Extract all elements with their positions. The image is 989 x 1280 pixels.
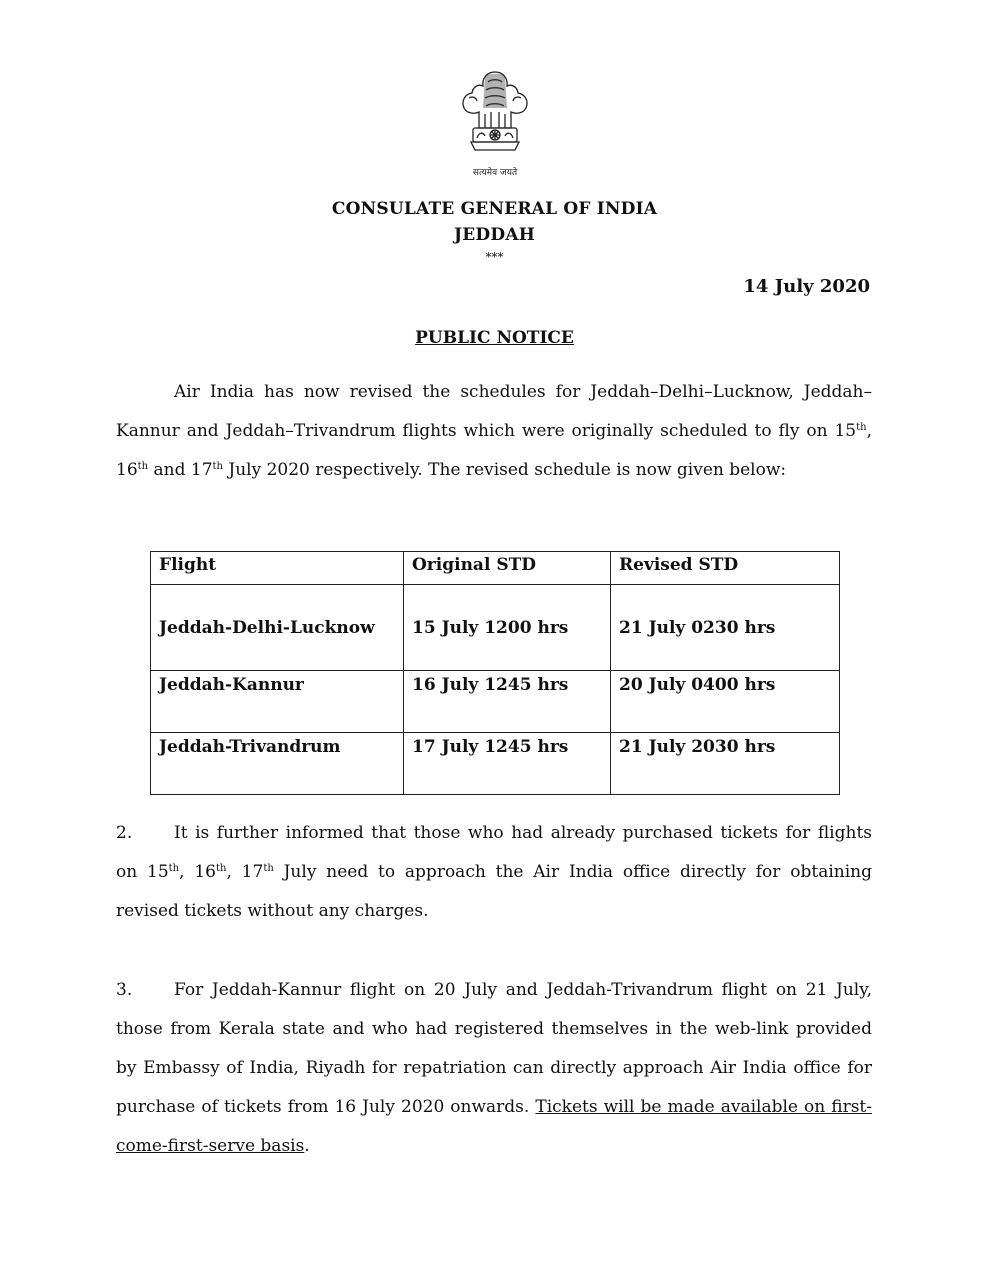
cell-revised-std: 21 July 2030 hrs xyxy=(611,733,840,795)
superscript: th xyxy=(263,863,274,874)
superscript: th xyxy=(212,461,223,472)
text: , 16 xyxy=(179,862,216,882)
cell-original-std: 17 July 1245 hrs xyxy=(404,733,611,795)
notice-title: PUBLIC NOTICE xyxy=(415,328,574,348)
superscript: th xyxy=(137,461,149,472)
cell-flight: Jeddah-Trivandrum xyxy=(151,733,404,795)
emblem-motto: सत्यमेव जयते xyxy=(472,168,518,178)
paragraph-intro xyxy=(116,373,872,490)
text: and 17 xyxy=(148,460,213,480)
state-emblem xyxy=(440,68,550,180)
cell-revised-std: 21 July 0230 hrs xyxy=(611,585,840,671)
text: For Jeddah-Kannur flight on 20 July and Jeddah-Trivandrum flight on 21 July, those from Kerala state and who had registered themselves in the web-link provided by Embassy of India, Riyadh for repatriation can directly approach Air India office for purchase of tickets from 16 July 2020 onwards. xyxy=(116,980,872,1117)
paragraph-number: 2. xyxy=(116,823,133,843)
superscript: th xyxy=(215,863,227,874)
table-row xyxy=(151,733,840,795)
notice-date: 14 July 2020 xyxy=(743,276,870,297)
text: It is further informed that those who had already purchased tickets for flights on 15 xyxy=(116,823,872,882)
paragraph-3 xyxy=(116,971,872,1166)
cell-original-std: 15 July 1200 hrs xyxy=(404,585,611,671)
organization-city: JEDDAH xyxy=(454,225,535,245)
table-row xyxy=(151,671,840,733)
header-separator: *** xyxy=(485,250,504,264)
superscript: th xyxy=(168,863,180,874)
paragraph-number: 3. xyxy=(116,980,133,1000)
cell-flight: Jeddah-Kannur xyxy=(151,671,404,733)
cell-original-std: 16 July 1245 hrs xyxy=(404,671,611,733)
cell-revised-std: 20 July 0400 hrs xyxy=(611,671,840,733)
text: July 2020 respectively. The revised schedule is now given below: xyxy=(222,460,787,480)
state-emblem-icon xyxy=(455,68,535,168)
underlined-text: Tickets will be made available on first-come-first-serve basis xyxy=(116,1097,873,1156)
schedule-table xyxy=(150,551,840,795)
text: . xyxy=(304,1136,310,1156)
table-header-row xyxy=(151,552,840,585)
table-row xyxy=(151,585,840,671)
header-original-std: Original STD xyxy=(404,552,611,585)
paragraph-2 xyxy=(116,814,872,931)
text: July need to approach the Air India office directly for obtaining revised tickets without any charges. xyxy=(116,862,872,921)
text: , 17 xyxy=(226,862,264,882)
cell-flight: Jeddah-Delhi-Lucknow xyxy=(151,585,404,671)
text: Air India has now revised the schedules for Jeddah–Delhi–Lucknow, Jeddah–Kannur and Jeddah–Trivandrum flights which were originally scheduled to fly on 15 xyxy=(116,382,872,441)
header-revised-std: Revised STD xyxy=(611,552,840,585)
header-flight: Flight xyxy=(151,552,404,585)
superscript: th xyxy=(856,422,867,433)
text: , 16 xyxy=(116,421,872,480)
organization-name: CONSULATE GENERAL OF INDIA xyxy=(331,199,658,219)
